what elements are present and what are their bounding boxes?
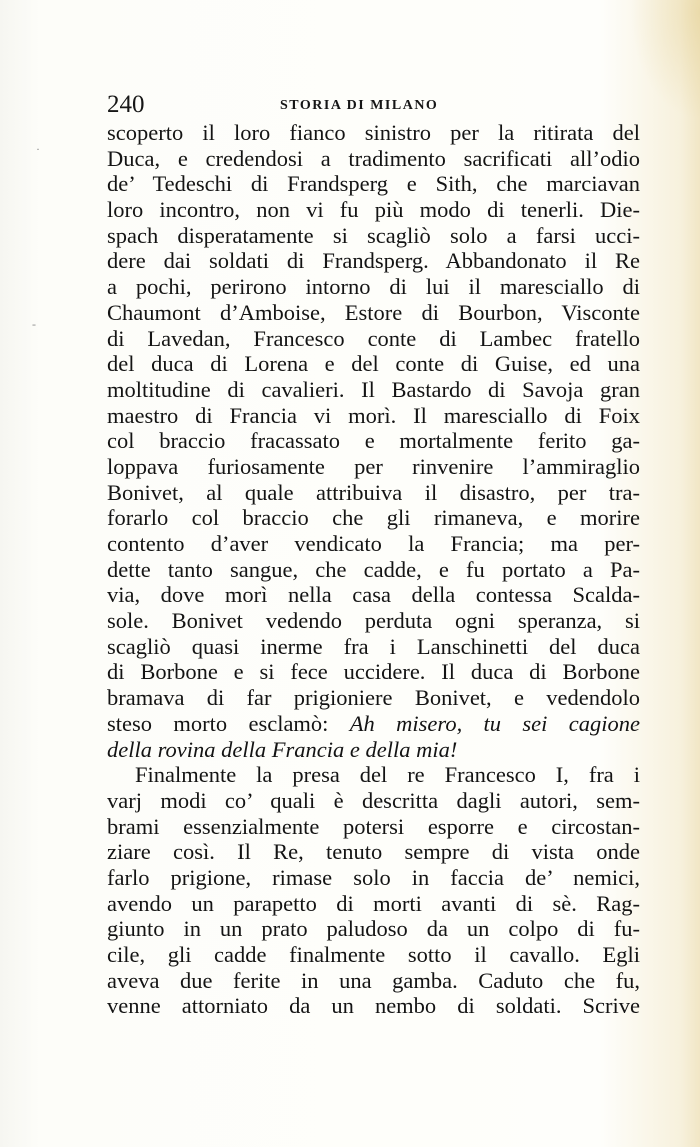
text-line: ziare così. Il Re, tenuto sempre di vista onde bbox=[107, 839, 640, 865]
page-header bbox=[107, 90, 640, 120]
text-line: sole. Bonivet vedendo perduta ogni speranza, si bbox=[107, 608, 640, 634]
text-line: farlo prigione, rimase solo in faccia de’ nemici, bbox=[107, 864, 640, 890]
text-line: forarlo col braccio che gli rimaneva, e morire bbox=[107, 505, 640, 531]
text-line: via, dove morì nella casa della contessa Scalda- bbox=[107, 582, 640, 608]
text-segment: steso morto esclamò: bbox=[107, 710, 350, 736]
text-line: a pochi, perirono intorno di lui il maresciallo di bbox=[107, 274, 640, 300]
text-line: avendo un parapetto di morti avanti di sè. Rag- bbox=[107, 890, 640, 916]
italic-quote: della rovina della Francia e della mia! bbox=[107, 736, 458, 762]
text-line bbox=[107, 737, 640, 763]
text-line: di Borbone e si fece uccidere. Il duca di Borbone bbox=[107, 659, 640, 685]
margin-speck: - bbox=[32, 317, 36, 331]
paper-stain bbox=[630, 0, 700, 120]
text-line: contento d’aver vendicato la Francia; ma per- bbox=[107, 531, 640, 556]
text-line: moltitudine di cavalieri. Il Bastardo di Savoja gran bbox=[107, 376, 640, 402]
text-line: aveva due ferite in una gamba. Caduto che fu, bbox=[107, 967, 640, 993]
text-line: col braccio fracassato e mortalmente ferito ga- bbox=[107, 428, 640, 454]
text-line: di Lavedan, Francesco conte di Lambec fratello bbox=[107, 325, 640, 351]
text-line: varj modi co’ quali è descritta dagli autori, sem- bbox=[107, 787, 640, 813]
text-line: dette tanto sangue, che cadde, e fu portato a Pa- bbox=[107, 556, 640, 582]
text-line: brami essenzialmente potersi esporre e circostan- bbox=[107, 813, 640, 839]
text-line: dere dai soldati di Frandsperg. Abbandonato il Re bbox=[107, 248, 640, 274]
text-line bbox=[107, 711, 640, 737]
text-line: Finalmente la presa del re Francesco I, fra i bbox=[135, 762, 640, 788]
text-line: Chaumont d’Amboise, Estore di Bourbon, Visconte bbox=[107, 299, 640, 325]
running-title: STORIA DI MILANO bbox=[280, 98, 439, 113]
text-line: del duca di Lorena e del conte di Guise, ed una bbox=[107, 351, 640, 377]
text-line: giunto in un prato paludoso da un colpo di fu- bbox=[107, 916, 640, 942]
page-number: 240 bbox=[107, 91, 145, 118]
text-line: scagliò quasi inerme fra i Lanschinetti del duca bbox=[107, 633, 640, 659]
text-line: spach disperatamente si scagliò solo a farsi ucci- bbox=[107, 222, 640, 248]
text-line: loppava furiosamente per rinvenire l’ammiraglio bbox=[107, 453, 640, 479]
margin-speck: · bbox=[36, 142, 40, 156]
body-text bbox=[107, 120, 640, 1019]
text-line: de’ Tedeschi di Frandsperg e Sith, che marciavan bbox=[107, 171, 640, 197]
text-line: cile, gli cadde finalmente sotto il cavallo. Egli bbox=[107, 942, 640, 967]
text-line: bramava di far prigioniere Bonivet, e vedendolo bbox=[107, 685, 640, 711]
text-line: Duca, e credendosi a tradimento sacrificati all’odio bbox=[107, 145, 640, 171]
text-line: Bonivet, al quale attribuiva il disastro, per tra- bbox=[107, 479, 640, 505]
text-line: loro incontro, non vi fu più modo di tenerli. Die- bbox=[107, 197, 640, 223]
text-line: venne attorniato da un nembo di soldati. Scrive bbox=[107, 993, 640, 1019]
text-line: scoperto il loro fianco sinistro per la ritirata del bbox=[107, 120, 640, 145]
text-line: maestro di Francia vi morì. Il maresciallo di Foix bbox=[107, 402, 640, 428]
italic-quote: Ah misero, tu sei cagione bbox=[349, 710, 640, 736]
